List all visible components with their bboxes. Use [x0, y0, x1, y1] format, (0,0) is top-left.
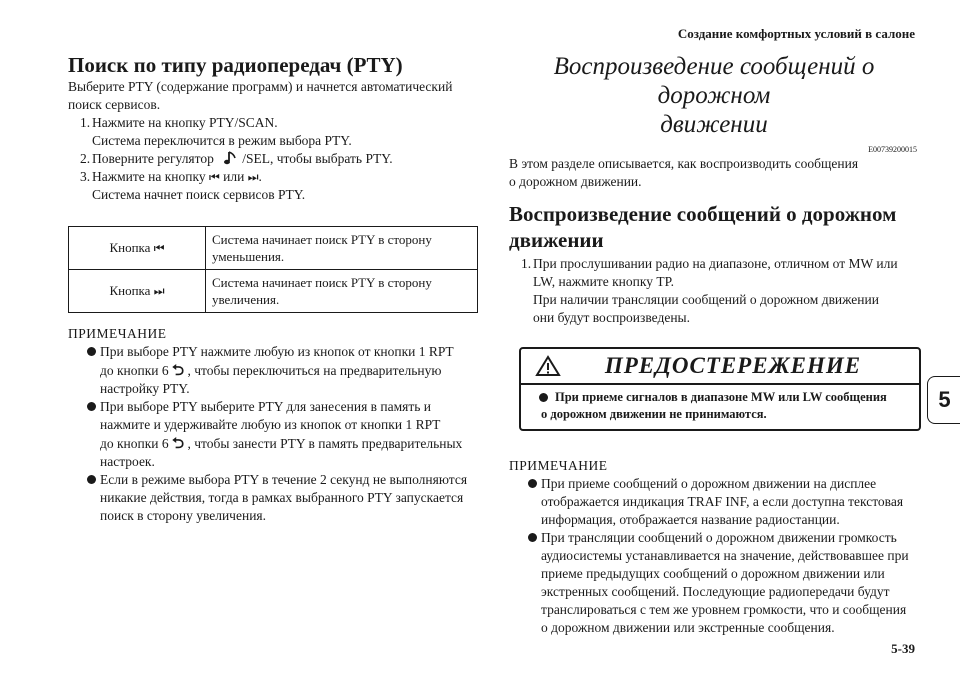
pty-steps	[68, 114, 478, 204]
skip-forward-icon: ⏭	[247, 170, 259, 184]
page-number: 5-39	[891, 641, 915, 656]
list-item: При выборе PTY выберите PTY для занесения в память и нажмите и удерживайте любую из кнопок от кнопки 1 RPT до кнопки 6 ⮌ , чтобы занести PTY в память предварительных настроек.	[68, 398, 478, 471]
list-item: Если в режиме выбора PTY в течение 2 секунд не выполняются никакие действия, тогда в рамках выбранного PTY запускается поиск в сторону увеличения.	[68, 471, 478, 525]
table-value: Система начинает поиск PTY в сторону уменьшения.	[206, 227, 478, 270]
traffic-heading-2: движении	[509, 228, 604, 252]
return-arrow-icon: ⮌	[172, 361, 185, 379]
note-title: ПРИМЕЧАНИЕ	[509, 458, 608, 473]
traffic-title-1: Воспроизведение сообщений о дорожном	[553, 53, 875, 109]
table-value: Система начинает поиск PTY в сторону увеличения.	[206, 270, 478, 313]
warning-header	[521, 349, 919, 385]
step-1-cont: LW, нажмите кнопку TP.	[533, 274, 674, 289]
list-item: При выборе PTY нажмите любую из кнопок от кнопки 1 RPT до кнопки 6 ⮌ , чтобы переключиться на предварительную настройку PTY.	[68, 343, 478, 398]
skip-back-icon: ⏮	[208, 170, 220, 184]
table-key: Кнопка ⏮	[69, 227, 206, 270]
list-item: При приеме сигналов в диапазоне MW или LW сообщения о дорожном движении не принимаются.	[541, 390, 887, 421]
pty-intro-2: поиск сервисов.	[68, 97, 161, 112]
table-row	[69, 227, 478, 270]
skip-forward-icon: ⏭	[153, 284, 165, 298]
running-header: Создание комфортных условий в салоне	[677, 26, 915, 41]
pty-notes	[68, 343, 478, 525]
tune-knob-icon	[221, 151, 241, 165]
section-tab: 5	[927, 376, 960, 424]
warning-title: ПРЕДОСТЕРЕЖЕНИЕ	[604, 353, 862, 378]
step-3: 3. Нажмите на кнопку ⏮ или ⏭.	[80, 169, 262, 184]
right-column	[509, 52, 919, 637]
note-title: ПРИМЕЧАНИЕ	[68, 326, 167, 341]
warning-body	[521, 385, 919, 429]
pty-button-table	[68, 226, 478, 313]
traffic-intro-2: о дорожном движении.	[509, 174, 642, 189]
step-1-result: При наличии трансляции сообщений о дорожном движении	[533, 292, 879, 307]
step-3-result: Система начнет поиск сервисов PTY.	[92, 187, 306, 202]
return-arrow-icon: ⮌	[172, 434, 185, 452]
traffic-heading-1: Воспроизведение сообщений о дорожном	[509, 202, 897, 226]
step-1: 1. Нажмите на кнопку PTY/SCAN.	[80, 115, 278, 130]
step-1-result: Система переключится в режим выбора PTY.	[92, 133, 352, 148]
step-2: 2. Поверните регулятор /SEL, чтобы выбрать PTY.	[80, 151, 393, 166]
table-key: Кнопка ⏭	[69, 270, 206, 313]
list-item: При трансляции сообщений о дорожном движении громкость аудиосистемы устанавливается на значение, действовавшее при приеме предыдущих сообщений о дорожном движении или экстренных сообщений. Последующие радиопередачи будут транслироваться с тем же уровнем громкости, что и сообщения о дорожном движении или экстренные сообщения.	[509, 529, 919, 637]
pty-intro-1: Выберите PTY (содержание программ) и начнется автоматический	[68, 79, 453, 94]
step-1: 1. При прослушивании радио на диапазоне, отличном от MW или	[521, 256, 898, 271]
traffic-title-2: движении	[660, 111, 768, 138]
traffic-notes	[509, 475, 919, 637]
left-column	[68, 52, 478, 525]
section-code: E00739200015	[868, 145, 917, 154]
traffic-intro-1: В этом разделе описывается, как воспроизводить сообщения	[509, 156, 859, 171]
step-1-result-cont: они будут воспроизведены.	[533, 310, 691, 325]
warning-box	[519, 347, 921, 431]
skip-back-icon: ⏮	[153, 241, 165, 255]
pty-heading: Поиск по типу радиопередач (PTY)	[68, 53, 403, 77]
list-item: При приеме сообщений о дорожном движении на дисплее отображается индикация TRAF INF, а если доступна текстовая информация, отображается название радиостанции.	[509, 475, 919, 529]
traffic-steps	[509, 255, 919, 327]
warning-triangle-icon	[535, 355, 561, 377]
table-row	[69, 270, 478, 313]
